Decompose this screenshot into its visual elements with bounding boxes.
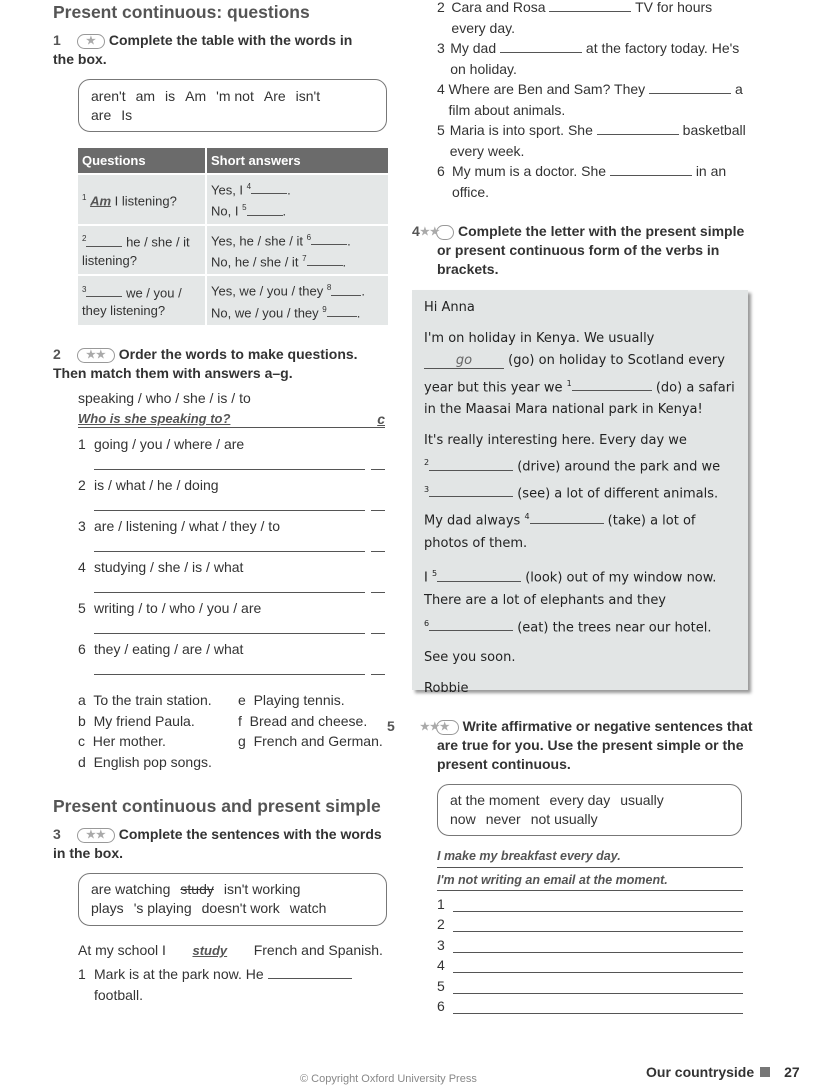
exercise-number: 4 (412, 223, 420, 239)
exercise-3-instruction (53, 825, 393, 863)
page-footer (646, 1064, 800, 1080)
question-item: 5 writing / to / who / you / are (78, 598, 385, 639)
word: not usually (530, 811, 598, 827)
blank[interactable] (86, 235, 122, 247)
answer-line[interactable] (94, 661, 365, 675)
letter-paragraph: It's really interesting here. Every day we $^2$ (drive) around the park and we $^3$ (see) a lot of different animals. My dad always $^4$ (take) a lot of photos of them. (424, 432, 721, 551)
letter-line[interactable] (371, 579, 385, 593)
square-icon (760, 1067, 770, 1077)
instruction-text: Complete the sentences with the words in the box. (53, 826, 382, 861)
item-number: 7 (302, 253, 307, 263)
writing-line[interactable]: 4 (437, 953, 743, 974)
word: watch (289, 900, 327, 916)
example-letter: c (377, 410, 385, 427)
answer-line[interactable] (94, 579, 365, 593)
item-number: 5 (242, 203, 247, 213)
word: Am (185, 88, 207, 104)
sentence-item: 2 Cara and Rosa TV for hours every day. (437, 0, 713, 36)
item-number: 4 (246, 182, 252, 191)
writing-line[interactable]: 2 (437, 912, 743, 933)
letter-line[interactable] (371, 661, 385, 675)
exercise-number: 1 (53, 32, 61, 48)
example-sentence: I make my breakfast every day. (437, 849, 743, 868)
answer-text: Yes, he / she / it (211, 232, 304, 248)
example-prompt: speaking / who / she / is / to (78, 390, 251, 406)
word: 's playing (133, 900, 192, 916)
answer-option: e Playing tennis. (238, 692, 345, 708)
answer-text: No, we / you / they (211, 304, 319, 320)
writing-line[interactable]: 3 (437, 932, 743, 953)
blank[interactable] (327, 305, 357, 317)
exercise-2-instruction (53, 345, 373, 383)
question-item: 3 are / listening / what / they / to (78, 516, 385, 557)
sentence-item: 4 Where are Ben and Sam? They a film about animals. (437, 81, 743, 118)
blank[interactable] (530, 512, 604, 524)
word: are (91, 107, 112, 123)
blank[interactable] (251, 182, 287, 194)
answer-line[interactable] (94, 456, 365, 470)
exercise-2-items (78, 388, 385, 680)
word-box (78, 79, 387, 132)
answer-line[interactable] (94, 497, 365, 511)
exercise-3-continued (437, 0, 747, 202)
answer-text: No, he / she / it (211, 254, 299, 270)
blank[interactable] (597, 123, 679, 135)
answer-option: b My friend Paula. (78, 712, 195, 729)
writing-line[interactable]: 6 (437, 994, 743, 1015)
instruction-text: Complete the table with the words in the box. (53, 32, 353, 67)
letter-signature: Robbie (424, 680, 469, 696)
difficulty-stars: ★★ (77, 348, 115, 363)
letter-greeting: Hi Anna (424, 300, 475, 315)
exercise-1-instruction (53, 31, 373, 69)
word: now (450, 811, 476, 827)
example-answer: go (424, 354, 504, 369)
column-header: Questions (78, 148, 205, 173)
word: is (165, 88, 176, 104)
writing-lines (437, 849, 743, 1014)
section-title: Present continuous: questions (53, 2, 310, 22)
word: usually (620, 792, 664, 808)
difficulty-stars: ★★★ (436, 720, 459, 735)
word: aren't (91, 88, 126, 104)
page-number: 27 (784, 1064, 800, 1080)
answer-text: No, I (211, 203, 239, 219)
sentence-item: 6 My mum is a doctor. She in an office. (437, 163, 727, 200)
letter-paragraph: I'm on holiday in Kenya. We usually go (go) on holiday to Scotland every year but this year we $^1$ (do) a safari in the Maasai Mara national park in Kenya! (424, 330, 735, 418)
word: are watching (91, 881, 171, 897)
letter-line[interactable] (371, 538, 385, 552)
word: at the moment (450, 792, 540, 808)
question-text: he / she / it listening? (82, 234, 190, 268)
example-answer: Am (90, 192, 112, 208)
blank[interactable] (331, 284, 361, 296)
word: isn't working (223, 881, 301, 897)
difficulty-stars: ★★ (436, 225, 454, 240)
word: isn't (295, 88, 321, 104)
sentence-item: 5 Maria is into sport. She basketball every week. (437, 122, 746, 159)
blank[interactable] (429, 459, 513, 471)
blank[interactable] (572, 379, 652, 391)
answer-line[interactable] (94, 538, 365, 552)
instruction-text: Complete the letter with the present simple or present continuous form of the verbs in brackets. (437, 223, 745, 277)
table-row: $^2$ he / she / it listening? Yes, he / she / it $^6$ . No, he / she / it $^7$ . (78, 226, 388, 275)
table-row: $^1$ Am I listening? Yes, I $^4$ . No, I $^5$ . (78, 175, 388, 224)
blank[interactable] (500, 41, 582, 53)
blank[interactable] (86, 285, 122, 297)
question-text: I listening? (114, 192, 177, 208)
example-sentence: I'm not writing an email at the moment. (437, 868, 743, 891)
word: every day (549, 792, 611, 808)
answer-options (78, 690, 398, 772)
word: 'm not (216, 88, 254, 104)
example-answer: Who is she speaking to? (78, 410, 231, 426)
table-row: $^3$ we / you / they listening? Yes, we / you / they $^8$ . No, we / you / they $^9$ . (78, 276, 388, 325)
blank[interactable] (549, 0, 631, 12)
letter-line[interactable] (371, 497, 385, 511)
sentence-item: 3 My dad at the factory today. He's on holiday. (437, 40, 740, 77)
answer-option: d English pop songs. (78, 753, 212, 770)
difficulty-stars: ★★ (77, 828, 115, 843)
unit-title: Our countryside (646, 1064, 755, 1080)
instruction-text: Order the words to make questions. Then match them with answers a–g. (53, 346, 358, 381)
answer-line[interactable] (94, 620, 365, 634)
question-item: 6 they / eating / are / what (78, 639, 385, 680)
exercise-number: 3 (53, 826, 61, 842)
answer-option: a To the train station. (78, 692, 212, 708)
answer-option: f Bread and cheese. (238, 712, 368, 729)
word: am (135, 88, 156, 104)
word-used: study (180, 881, 214, 897)
blank[interactable] (247, 204, 283, 216)
letter-paragraph: I $^5$ (look) out of my window now. There are a lot of elephants and they $^6$ (eat) the trees near our hotel. (424, 569, 717, 635)
example-answer: study (192, 943, 228, 958)
question-item: 2 is / what / he / doing (78, 475, 385, 516)
word: Is (121, 107, 133, 123)
blank[interactable] (307, 254, 343, 266)
word: Are (263, 88, 286, 104)
answer-text: Yes, I (211, 182, 244, 198)
word-box (78, 873, 387, 926)
question-item: 4 studying / she / is / what (78, 557, 385, 598)
word-box (437, 784, 742, 836)
answer-option: g French and German. (238, 733, 383, 749)
sentence-item: 1 Mark is at the park now. He football. (78, 964, 378, 1005)
blank[interactable] (610, 164, 692, 176)
question-text: we / you / they listening? (82, 285, 182, 319)
item-number: 8 (326, 283, 332, 293)
letter (412, 290, 748, 696)
word: plays (91, 900, 124, 916)
item-number: 3 (82, 284, 87, 294)
blank[interactable] (311, 233, 347, 245)
grammar-table (76, 146, 390, 327)
item-number: 1 (82, 192, 87, 202)
word: never (485, 811, 521, 827)
letter-line[interactable] (371, 456, 385, 470)
example-sentence: At my school I study French and Spanish. (78, 940, 383, 962)
item-number: 9 (322, 304, 327, 314)
exercise-4-instruction (412, 222, 752, 279)
writing-line[interactable]: 5 (437, 973, 743, 994)
letter-closing: See you soon. (424, 650, 516, 666)
instruction-text: Write affirmative or negative sentences that are true for you. Use the present simple or the present continuous. (437, 718, 753, 772)
exercise-5-instruction (387, 717, 757, 774)
exercise-number: 5 (387, 718, 395, 734)
section-title: Present continuous and present simple (53, 796, 381, 816)
blank[interactable] (268, 967, 352, 979)
item-number: 2 (82, 234, 87, 244)
word: doesn't work (201, 900, 280, 916)
exercise-number: 2 (53, 346, 61, 362)
copyright: © Copyright Oxford University Press (300, 1073, 477, 1085)
blank[interactable] (429, 485, 513, 497)
blank[interactable] (437, 570, 521, 582)
letter-line[interactable] (371, 620, 385, 634)
difficulty-stars: ★ (77, 34, 105, 49)
writing-line[interactable]: 1 (437, 891, 743, 912)
answer-option: c Her mother. (78, 733, 166, 749)
item-number: 6 (306, 232, 312, 242)
blank[interactable] (649, 82, 731, 94)
question-item: 1 going / you / where / are (78, 434, 385, 475)
blank[interactable] (429, 619, 513, 631)
column-header: Short answers (207, 148, 388, 173)
answer-text: Yes, we / you / they (211, 283, 324, 299)
